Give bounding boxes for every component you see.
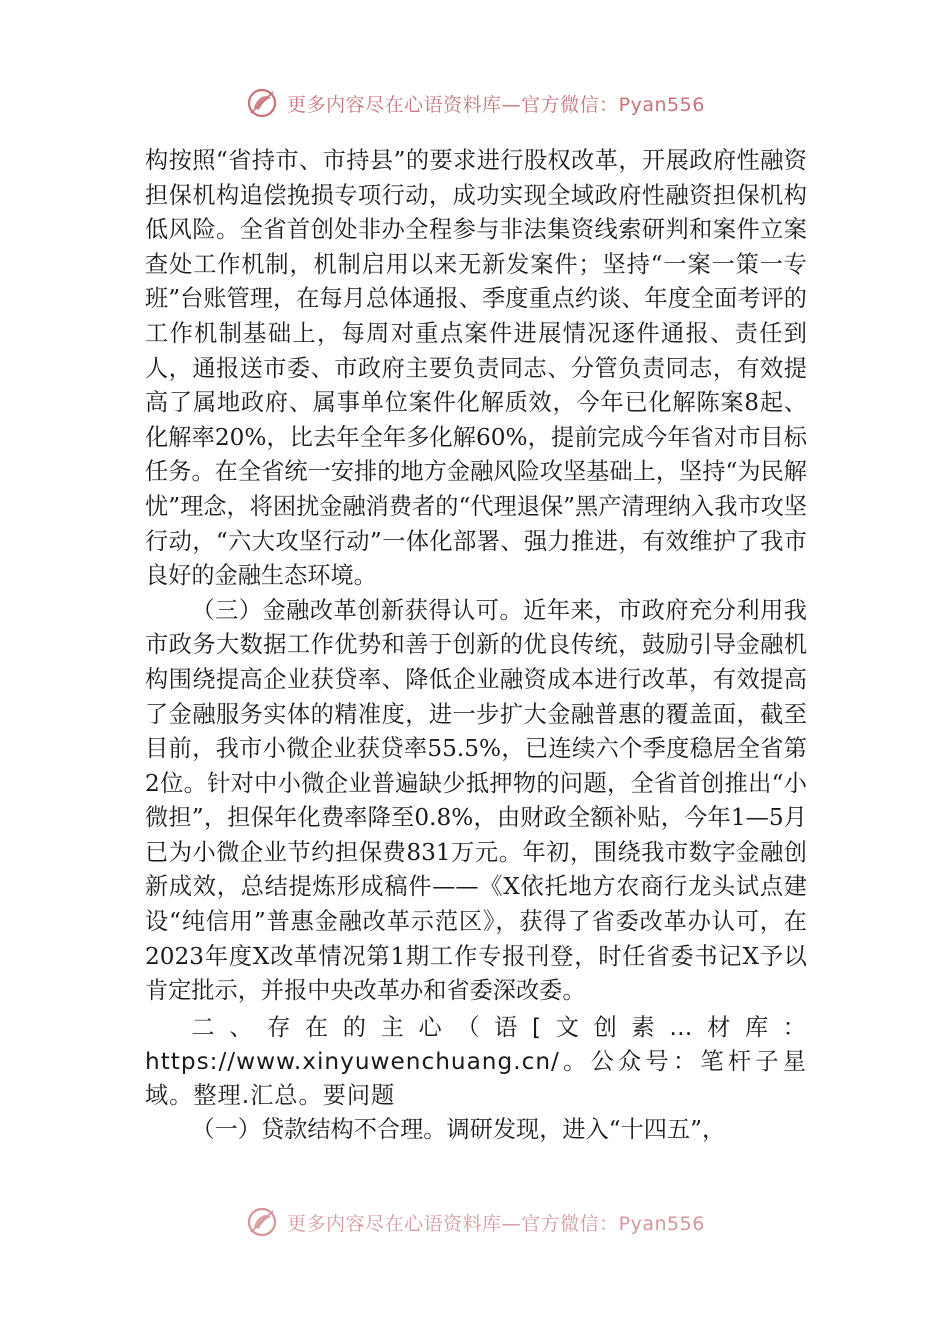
paragraph-loan-structure: （一）贷款结构不合理。调研发现，进入“十四五”，	[191, 1115, 726, 1143]
paragraph-continuation: 构按照“省持市、市持县”的要求进行股权改革，开展政府性融资担保机构追偿挽损专项行动，成功实现全域政府性融资担保机构低风险。全省首创处非办全程参与非法集资线索研判和案件立案查处工作机制，机制启用以来无新发案件；坚持“一案一策一专班”台账管理，在每月总体通报、季度重点约谈、年度全面考评的工作机制基础上，每周对重点案件进展情况逐件通报、责任到人，通报送市委、市政府主要负责同志、分管负责同志，有效提高了属地政府、属事单位案件化解质效，今年已化解陈案8起、化解率20%，比去年全年多化解60%，提前完成今年省对市目标任务。在全省统一安排的地方金融风险攻坚基础上，坚持“为民解忧”理念，将困扰金融消费者的“代理退保”黑产清理纳入我市攻坚行动，“六大攻坚行动”一体化部署、强力推进，有效维护了我市良好的金融生态环境。	[145, 147, 807, 590]
watermark-text: 更多内容尽在心语资料库—官方微信：Pyan556	[287, 1212, 705, 1235]
watermark-header	[0, 86, 950, 120]
document-body	[145, 144, 807, 1147]
section-heading-problems: 二、存在的主心（语[文创素…材库：https://www.xinyuwenchuang.cn/。公众号：笔杆子星域。整理.汇总。要问题	[145, 1013, 807, 1109]
watermark-logo-icon	[245, 1205, 279, 1239]
watermark-text: 更多内容尽在心语资料库—官方微信：Pyan556	[287, 93, 705, 116]
watermark-logo-icon	[245, 86, 279, 120]
paragraph-reform-innovation: （三）金融改革创新获得认可。近年来，市政府充分利用我市政务大数据工作优势和善于创新的优良传统，鼓励引导金融机构围绕提高企业获贷率、降低企业融资成本进行改革，有效提高了金融服务实体的精准度，进一步扩大金融普惠的覆盖面，截至目前，我市小微企业获贷率55.5%，已连续六个季度稳居全省第2位。针对中小微企业普遍缺少抵押物的问题，全省首创推出“小微担”，担保年化费率降至0.8%，由财政全额补贴，今年1—5月已为小微企业节约担保费831万元。年初，围绕我市数字金融创新成效，总结提炼形成稿件——《X依托地方农商行龙头试点建设“纯信用”普惠金融改革示范区》，获得了省委改革办认可，在2023年度X改革情况第1期工作专报刊登，时任省委书记X予以肯定批示，并报中央改革办和省委深改委。	[145, 596, 807, 1005]
watermark-footer	[0, 1205, 950, 1239]
